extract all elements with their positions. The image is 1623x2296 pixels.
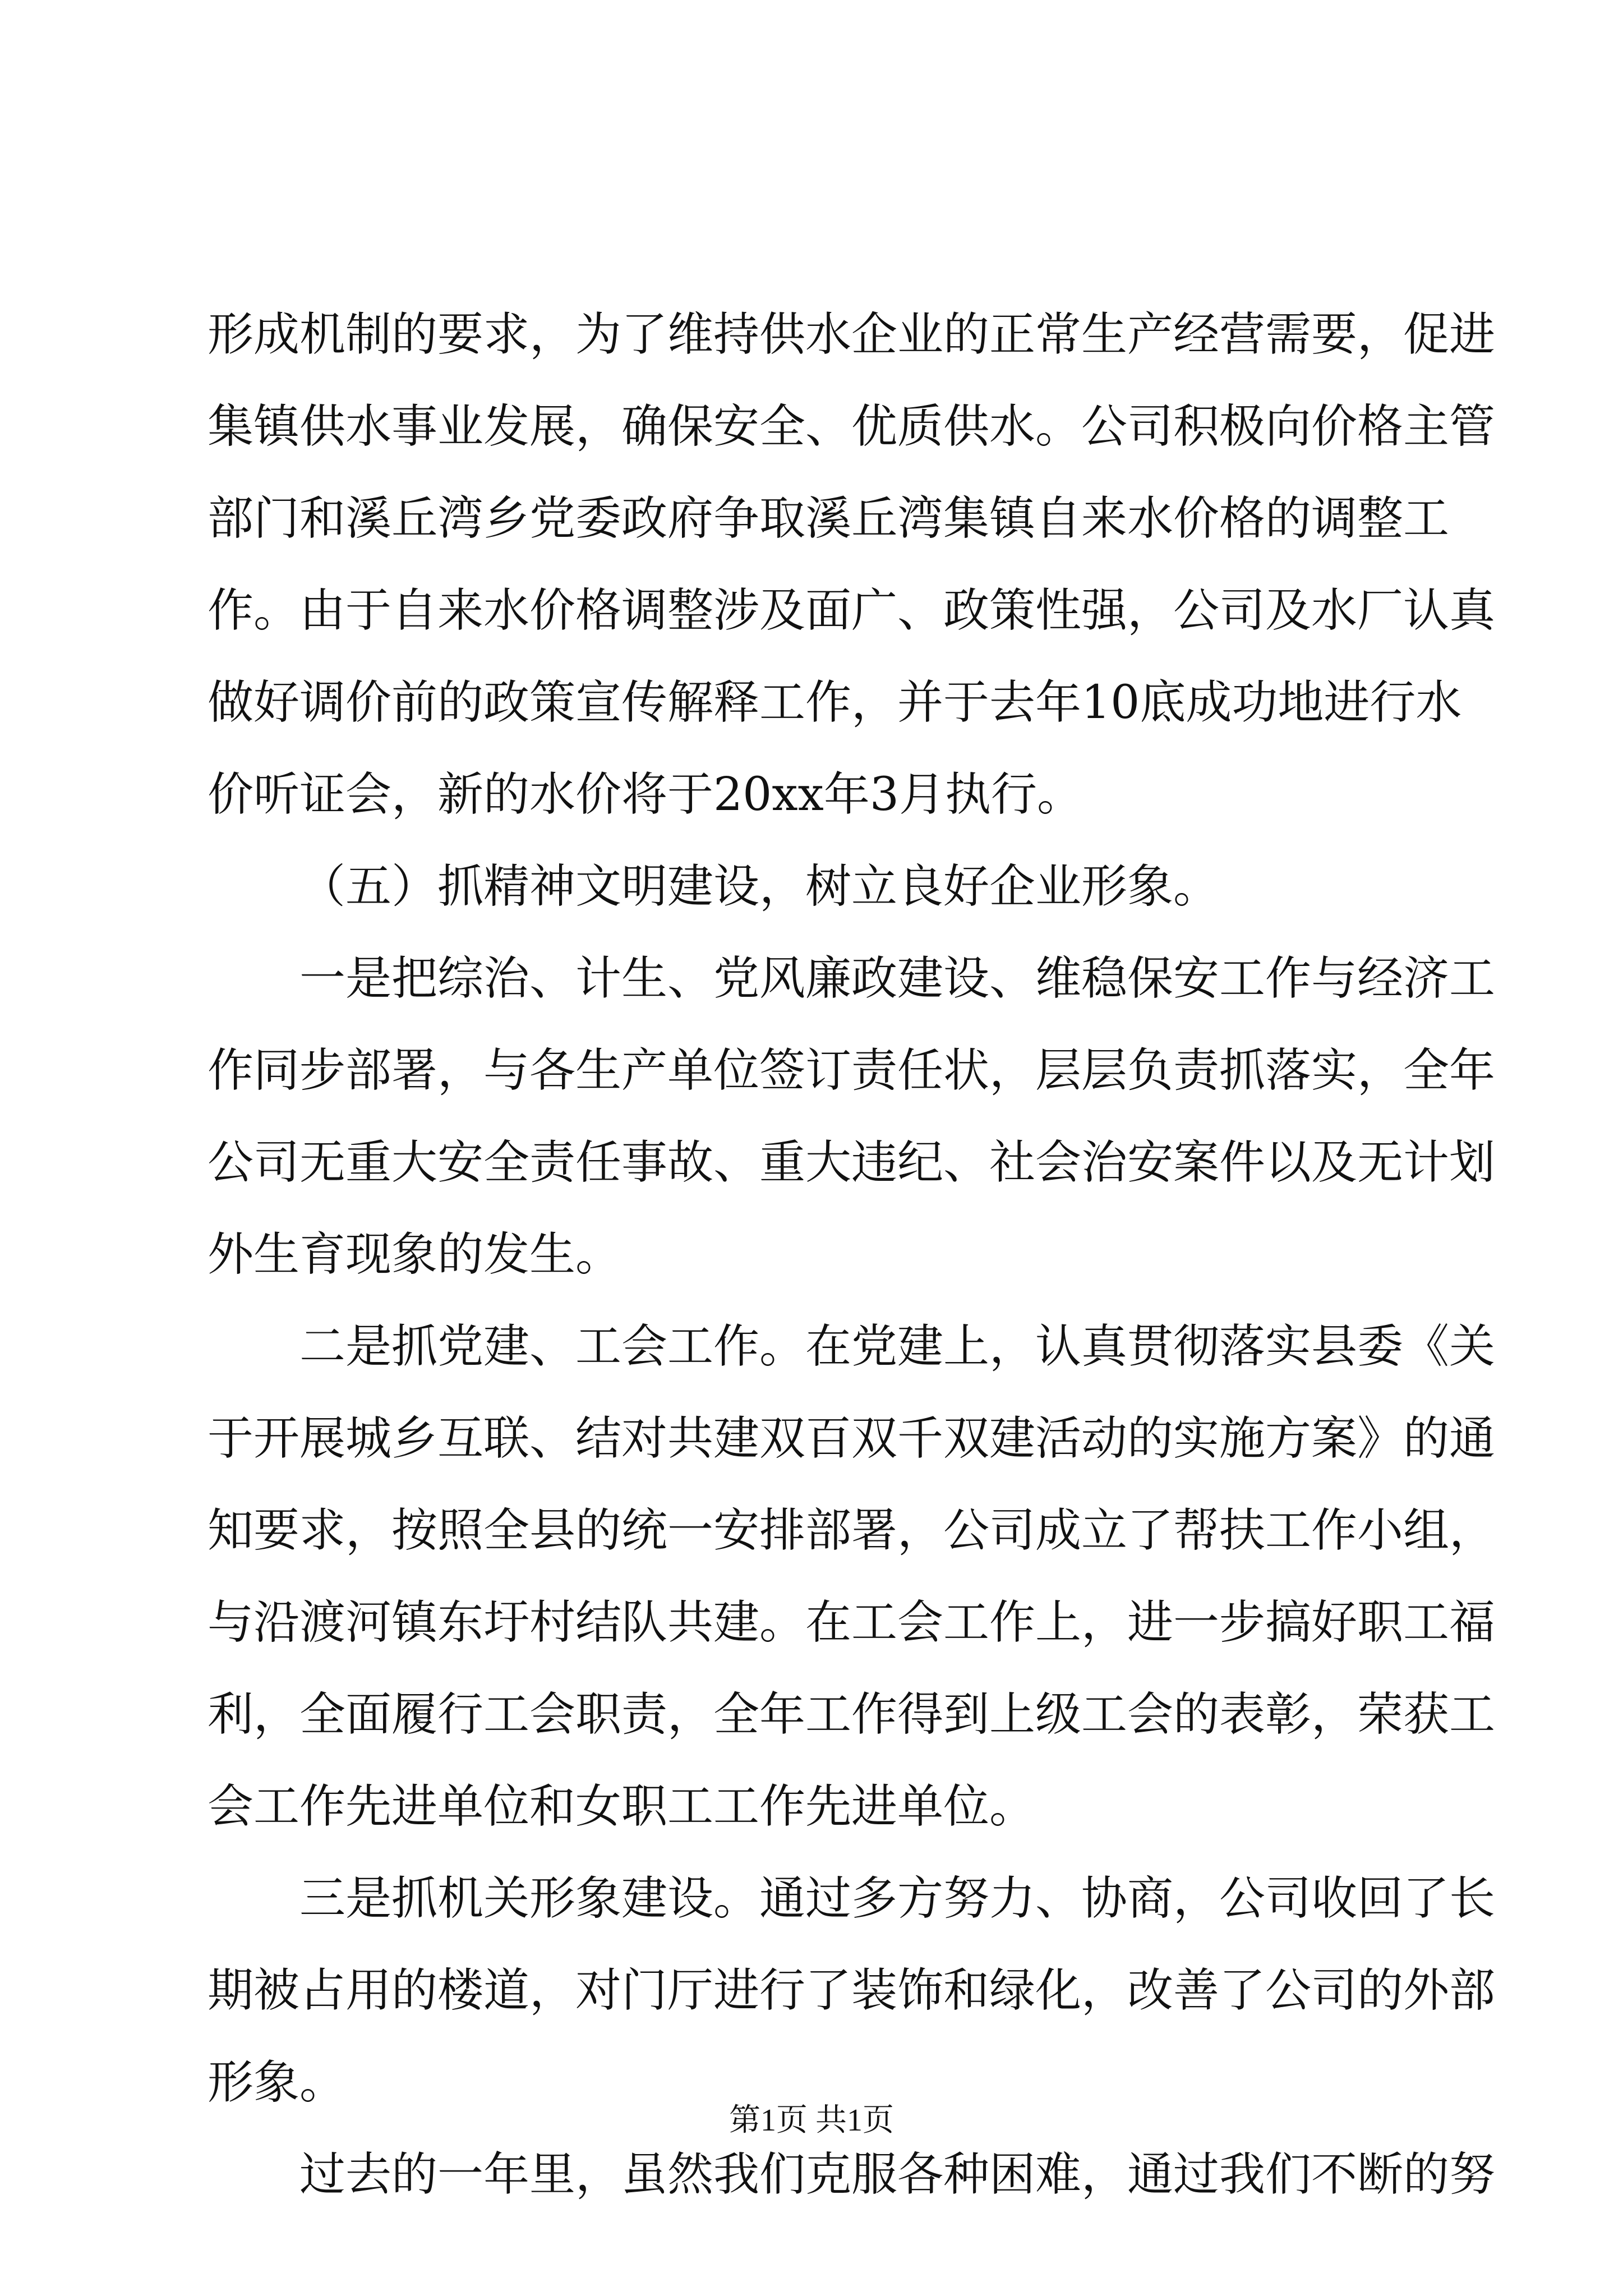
text-line: 部门和溪丘湾乡党委政府争取溪丘湾集镇自来水价格的调整工 [208,492,1450,545]
text-line: 作。由于自来水价格调整涉及面广、政策性强，公司及水厂认真 [208,584,1496,637]
text-line: （五）抓精神文明建设，树立良好企业形象。 [299,860,1220,913]
text-line: 作同步部署，与各生产单位签订责任状，层层负责抓落实，全年 [208,1044,1496,1097]
text-line: 价听证会，新的水价将于20xx年3月执行。 [208,768,1083,821]
text-line: 期被占用的楼道，对门厅进行了装饰和绿化，改善了公司的外部 [208,1964,1496,2017]
text-line: 三是抓机关形象建设。通过多方努力、协商，公司收回了长 [299,1872,1496,1925]
text-line: 一是把综治、计生、党风廉政建设、维稳保安工作与经济工 [299,952,1496,1005]
text-line: 利，全面履行工会职责，全年工作得到上级工会的表彰，荣获工 [208,1688,1496,1741]
page-footer: 第1页 共1页 [729,2103,894,2138]
text-line: 二是抓党建、工会工作。在党建上，认真贯彻落实县委《关 [299,1320,1496,1373]
text-line: 做好调价前的政策宣传解释工作，并于去年10底成功地进行水 [208,676,1462,729]
text-line: 于开展城乡互联、结对共建双百双千双建活动的实施方案》的通 [208,1412,1496,1465]
text-line: 知要求，按照全县的统一安排部署，公司成立了帮扶工作小组， [208,1504,1496,1557]
text-line: 过去的一年里，虽然我们克服各种困难，通过我们不断的努 [299,2148,1496,2201]
text-line: 与沿渡河镇东圩村结队共建。在工会工作上，进一步搞好职工福 [208,1596,1496,1649]
text-line: 集镇供水事业发展，确保安全、优质供水。公司积极向价格主管 [208,400,1496,453]
text-line: 形成机制的要求，为了维持供水企业的正常生产经营需要，促进 [208,308,1496,361]
text-line: 公司无重大安全责任事故、重大违纪、社会治安案件以及无计划 [208,1136,1496,1189]
text-line: 会工作先进单位和女职工工作先进单位。 [208,1780,1036,1833]
document-body [208,289,1496,2221]
text-line: 外生育现象的发生。 [208,1228,622,1281]
text-line: 形象。 [208,2056,346,2109]
